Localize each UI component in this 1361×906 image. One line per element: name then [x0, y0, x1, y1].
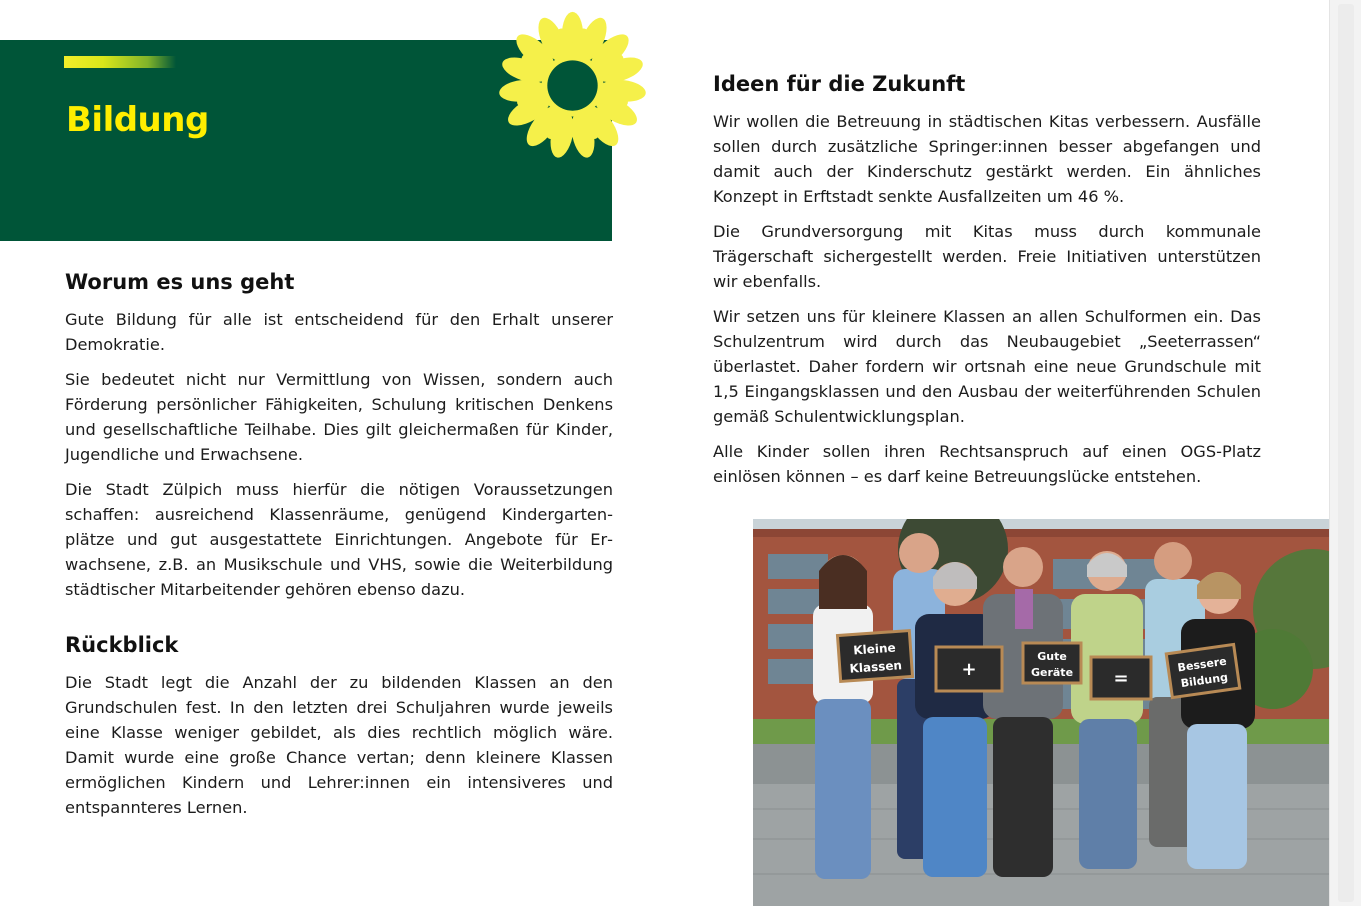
- right-column: [713, 72, 1261, 499]
- heading-rueckblick: Rückblick: [65, 633, 179, 657]
- svg-text:Bildung: Bildung: [1179, 670, 1229, 691]
- svg-text:Kleine: Kleine: [852, 640, 897, 658]
- svg-text:Geräte: Geräte: [1030, 666, 1074, 679]
- group-photo: [753, 519, 1329, 906]
- person: [1071, 551, 1143, 869]
- svg-text:Klassen: Klassen: [849, 658, 903, 676]
- paragraph: Die Grundversorgung mit Kitas muss durch kommunale Trägerschaft sichergestellt werden. Freie Initiativen unterstützen wir ebenfalls.: [713, 222, 1261, 291]
- sign-bessere-bildung: [1166, 644, 1239, 697]
- scrollbar-track[interactable]: [1338, 4, 1354, 902]
- heading-ideen-fuer-die-zukunft: Ideen für die Zukunft: [713, 72, 966, 96]
- sign-gute-geraete: [1023, 643, 1081, 683]
- paragraph: Die Stadt Zülpich muss hierfür die nötigen Voraussetzungen schaffen: ausreichend Klassenräume, genügend Kindergartenplätze und gut ausgestattete Einrichtungen. Angebote für Erwachsene, z.B. an Musikschule und VHS, sowie die Weiterbildung städtischer Mitarbeitender gehören ebenso dazu.: [65, 480, 613, 599]
- sunflower-logo-icon: [495, 8, 650, 163]
- paragraph: Sie bedeutet nicht nur Vermittlung von Wissen, sondern auch Förderung persönlicher Fähigkeiten, Schulung kritischen Denkens und gesellschaftliche Teilhabe. Dies gilt gleichermaßen für Kinder, Jugendliche und Erwachsene.: [65, 370, 613, 464]
- paragraph: Alle Kinder sollen ihren Rechtsanspruch auf einen OGS-Platz einlösen können – es darf keine Betreuungslücke entstehen.: [713, 442, 1261, 486]
- sign-kleine-klassen: [837, 631, 912, 682]
- header-accent-bar: [64, 56, 176, 68]
- sign-plus: [936, 647, 1002, 691]
- paragraph: Die Stadt legt die Anzahl der zu bildenden Klassen an den Grundschulen fest. In den letzten drei Schuljahren wurde jeweils eine Klasse weniger gebildet, als dies rechtlich möglich wäre. Damit wurde eine große Chance vertan; denn kleinere Klassen ermöglichen Kindern und Lehrer:innen ein intensiveres und entspannteres Lernen.: [65, 673, 613, 817]
- svg-text:=: =: [1113, 668, 1129, 689]
- vertical-scrollbar[interactable]: [1329, 0, 1361, 906]
- paragraph: Wir wollen die Betreuung in städtischen Kitas verbessern. Ausfälle sollen durch zusätzliche Springer:innen besser abgefangen und damit auch der Kinderschutz gestärkt werden. Ein ähnliches Konzept in Erftstadt senkte Ausfallzeiten um 46 %.: [713, 112, 1261, 206]
- paragraph: Gute Bildung für alle ist entscheidend für den Erhalt unserer Demokratie.: [65, 310, 613, 354]
- person: [983, 547, 1063, 877]
- svg-text:+: +: [961, 659, 977, 680]
- paragraph: Wir setzen uns für kleinere Klassen an allen Schulformen ein. Das Schulzentrum wird durch das Neubaugebiet „Seeterrassen“ überlastet. Daher fordern wir ortsnah eine neue Grundschule mit 1,5 Eingangsklassen und den Ausbau der weiterführenden Schulen gemäß Schulentwicklungsplan.: [713, 307, 1261, 426]
- group-photo-illustration: [753, 519, 1329, 906]
- sign-equals: [1091, 657, 1151, 699]
- section-title: Bildung: [66, 100, 209, 140]
- person: [813, 555, 873, 879]
- left-column: [65, 270, 613, 612]
- svg-text:Bessere: Bessere: [1176, 654, 1228, 675]
- left-column-lower: [65, 633, 613, 830]
- heading-worum-es-uns-geht: Worum es uns geht: [65, 270, 295, 294]
- svg-text:Gute: Gute: [1037, 650, 1067, 663]
